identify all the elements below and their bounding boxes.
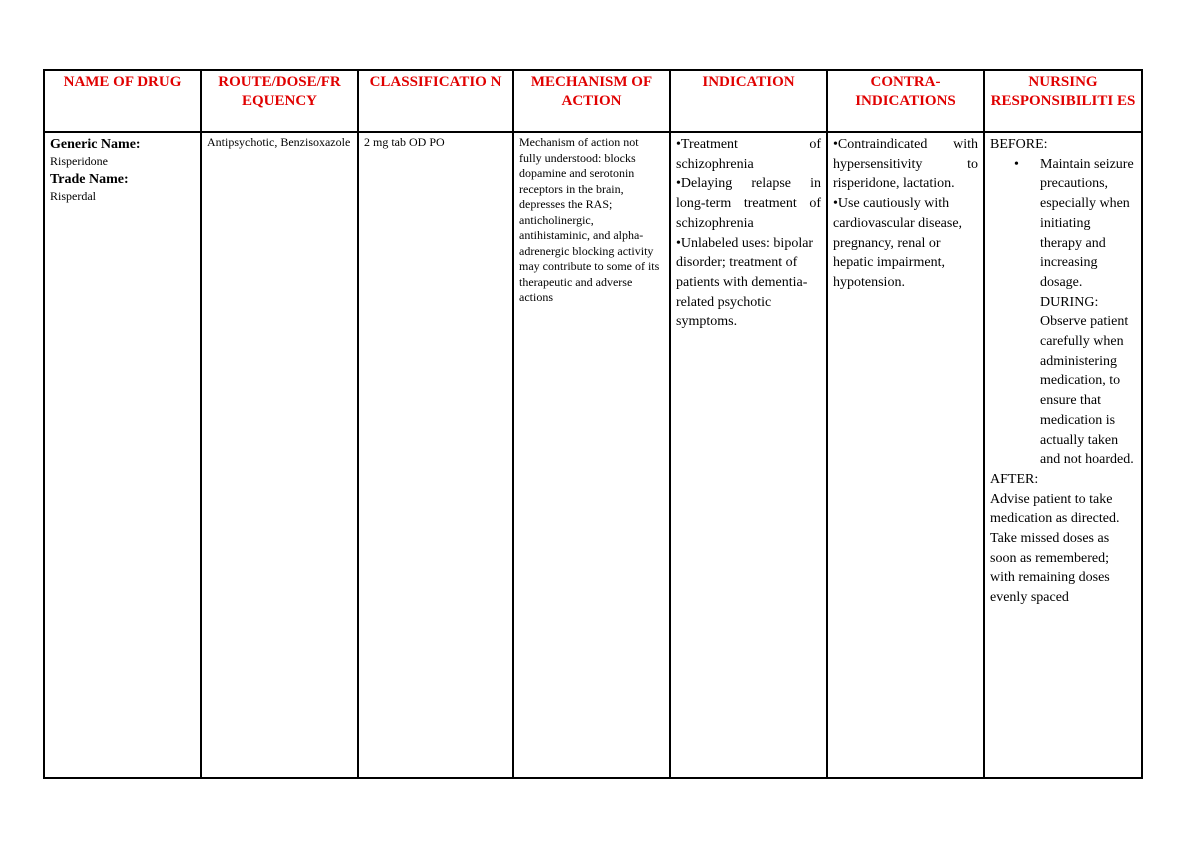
generic-name-value: Risperidone — [50, 154, 108, 168]
cell-classification: 2 mg tab OD PO — [358, 132, 513, 778]
cell-mechanism-of-action: Mechanism of action not fully understood: blocks dopamine and serotonin receptors in the brain, depresses the RAS; anticholinergic, antihistaminic, and alpha-adrenergic blocking activity may contribute to some of its therapeutic and adverse actions — [513, 132, 670, 778]
indication-item: •Unlabeled uses: bipolar disorder; treatment of patients with dementia-related psychotic symptoms. — [676, 235, 814, 330]
cell-contraindications — [827, 132, 984, 778]
nursing-list — [990, 155, 1136, 470]
drug-row — [44, 132, 1142, 778]
before-text: Maintain seizure precautions, especially when initiating therapy and increasing dosage. — [1040, 156, 1134, 290]
header-row — [44, 70, 1142, 132]
after-label: AFTER: — [990, 471, 1039, 487]
nursing-list-item — [1014, 155, 1136, 470]
header-indication: INDICATION — [670, 70, 827, 132]
trade-name-value: Risperdal — [50, 188, 96, 203]
cell-route-dose-frequency: Antipsychotic, Benzisoxazole — [201, 132, 358, 778]
header-classification: CLASSIFICATIO N — [358, 70, 513, 132]
drug-study-table — [43, 69, 1143, 779]
cell-indication — [670, 132, 827, 778]
indication-item: •Treatment of schizophrenia — [676, 137, 821, 172]
contraindication-item: •Contraindicated with hypersensitivity to risperidone, lactation. — [833, 137, 978, 192]
header-route-dose-frequency: ROUTE/DOSE/FR EQUENCY — [201, 70, 358, 132]
during-text: Observe patient carefully when administering medication, to ensure that medication is actually taken and not hoarded. — [1040, 314, 1134, 468]
header-nursing-responsibilities: NURSING RESPONSIBILITI ES — [984, 70, 1142, 132]
header-name-of-drug: NAME OF DRUG — [44, 70, 201, 132]
header-mechanism-of-action: MECHANISM OF ACTION — [513, 70, 670, 132]
during-label: DURING: — [1040, 294, 1099, 310]
after-text: Advise patient to take medication as directed. Take missed doses as soon as remembered; with remaining doses evenly spaced — [990, 491, 1120, 606]
header-contraindications: CONTRA- INDICATIONS — [827, 70, 984, 132]
cell-drug-name — [44, 132, 201, 778]
trade-name-label: Trade Name: — [50, 171, 129, 187]
generic-name-label: Generic Name: — [50, 137, 141, 152]
indication-item: •Delaying relapse in long-term treatment of schizophrenia — [676, 176, 821, 231]
cell-nursing-responsibilities — [984, 132, 1142, 778]
contraindication-item: •Use cautiously with cardiovascular disease, pregnancy, renal or hepatic impairment, hypotension. — [833, 196, 963, 290]
before-label: BEFORE: — [990, 137, 1048, 152]
bullet-icon: • — [1014, 156, 1019, 172]
